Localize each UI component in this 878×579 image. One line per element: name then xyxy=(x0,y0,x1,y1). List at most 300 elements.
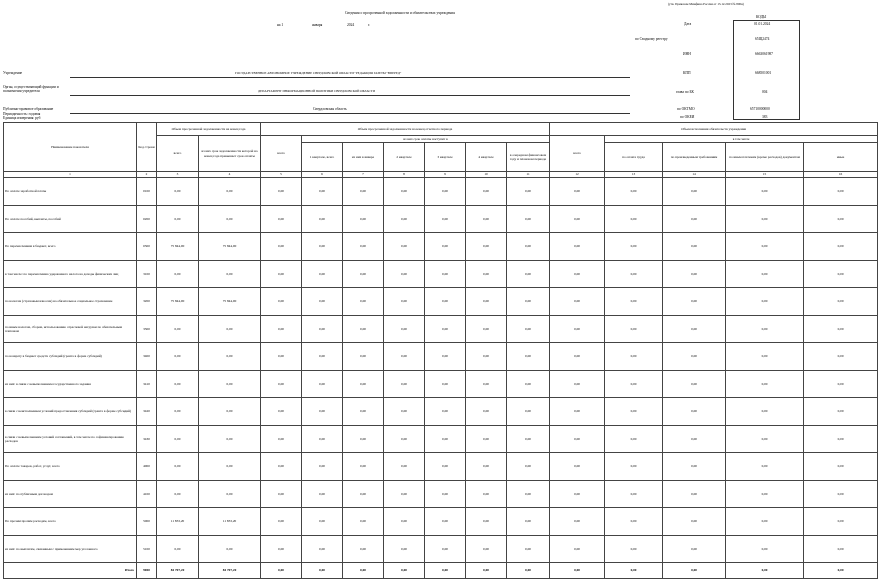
header-code: Код строки xyxy=(137,123,157,172)
row-value: 0,00 xyxy=(663,233,726,261)
header-budget-total: всего xyxy=(157,136,199,172)
code-value-bk: 004 xyxy=(762,90,768,94)
table-row xyxy=(4,453,878,481)
codes-header: КОДЫ xyxy=(756,15,767,19)
row-name: в том числе: по перечислению удержанного налога на доходы физических лиц xyxy=(4,260,137,288)
authority-name: ДЕПАРТАМЕНТ ИНФОРМАЦИОННОЙ ПОЛИТИКИ СВЕРДЛОВСКОЙ ОБЛАСТИ xyxy=(258,89,375,93)
row-value: 0,00 xyxy=(302,233,343,261)
row-value: 0,00 xyxy=(550,453,605,481)
institution-underline xyxy=(70,77,630,78)
row-value: 0,00 xyxy=(384,563,425,579)
row-value: 0,00 xyxy=(343,343,384,371)
row-value: 0,00 xyxy=(425,425,466,453)
unit-label: Единица измерения: руб xyxy=(3,116,41,120)
row-value: 0,00 xyxy=(726,260,804,288)
row-value: 0,00 xyxy=(199,480,261,508)
row-value: 0,00 xyxy=(157,370,199,398)
row-value: 0,00 xyxy=(726,535,804,563)
row-value: 0,00 xyxy=(804,178,878,206)
row-value: 0,00 xyxy=(605,233,663,261)
row-value: 0,00 xyxy=(466,370,507,398)
row-value: 0,00 xyxy=(261,508,302,536)
row-value: 0,00 xyxy=(804,398,878,426)
row-value: 0,00 xyxy=(302,178,343,206)
row-value: 0,00 xyxy=(343,315,384,343)
row-code: 3430 xyxy=(137,425,157,453)
row-value: 0,00 xyxy=(466,205,507,233)
row-value: 0,00 xyxy=(157,453,199,481)
row-code: 5100 xyxy=(137,535,157,563)
row-value: 0,00 xyxy=(425,343,466,371)
row-value: 0,00 xyxy=(343,425,384,453)
row-value: 0,00 xyxy=(550,425,605,453)
row-value: 0,00 xyxy=(605,315,663,343)
code-value-oktmo: 65710000000 xyxy=(750,107,770,111)
row-value: 0,00 xyxy=(726,370,804,398)
row-value: 0,00 xyxy=(261,480,302,508)
debt-table xyxy=(3,122,878,579)
row-value: 0,00 xyxy=(466,480,507,508)
row-value: 0,00 xyxy=(384,508,425,536)
code-value-okei: 383 xyxy=(762,115,768,119)
row-value: 0,00 xyxy=(302,425,343,453)
row-value: 0,00 xyxy=(199,315,261,343)
row-name: из них: по выплатам, связанным с применением мер уголовного xyxy=(4,535,137,563)
header-budget-including: из них срок задолженности которой на конец года превышает срок оплаты xyxy=(199,136,261,172)
row-name: По прочим прочим расходам, всего xyxy=(4,508,137,536)
row-value: 0,00 xyxy=(663,370,726,398)
row-value: 0,00 xyxy=(466,315,507,343)
row-value: 0,00 xyxy=(726,425,804,453)
row-value: 0,00 xyxy=(302,288,343,316)
date-month: января xyxy=(312,23,323,27)
row-value: 0,00 xyxy=(605,453,663,481)
row-value: 0,00 xyxy=(261,205,302,233)
code-label-inn: ИНН xyxy=(683,52,691,56)
row-value: 0,00 xyxy=(343,508,384,536)
row-value: 84 707,20 xyxy=(157,563,199,579)
column-number: 10 xyxy=(466,172,507,178)
row-value: 0,00 xyxy=(550,260,605,288)
row-value: 0,00 xyxy=(466,398,507,426)
row-value: 0,00 xyxy=(507,563,550,579)
row-value: 0,00 xyxy=(199,425,261,453)
column-number: 5 xyxy=(261,172,302,178)
territory-underline xyxy=(70,113,630,114)
column-number: 7 xyxy=(343,172,384,178)
row-value: 0,00 xyxy=(804,370,878,398)
row-value: 0,00 xyxy=(343,205,384,233)
row-value: 0,00 xyxy=(507,535,550,563)
row-value: 0,00 xyxy=(261,288,302,316)
row-name: По оплате товаров, работ, услуг, всего xyxy=(4,453,137,481)
row-value: 0,00 xyxy=(507,343,550,371)
row-value: 84 707,20 xyxy=(199,563,261,579)
row-code: 3420 xyxy=(137,398,157,426)
row-value: 0,00 xyxy=(199,535,261,563)
row-value: 0,00 xyxy=(466,453,507,481)
row-value: 0,00 xyxy=(302,508,343,536)
authority-label-1: Орган, осуществляющий функции и xyxy=(3,85,59,89)
row-value: 0,00 xyxy=(425,233,466,261)
row-value: 0,00 xyxy=(507,315,550,343)
row-code: 3410 xyxy=(137,370,157,398)
header-obligations-group: Объем исполнения обязательств учреждения xyxy=(550,123,878,136)
code-label-kpp: КПП xyxy=(683,71,691,75)
row-value: 0,00 xyxy=(425,178,466,206)
row-value: 0,00 xyxy=(425,315,466,343)
row-value: 0,00 xyxy=(804,480,878,508)
row-value: 0,00 xyxy=(550,205,605,233)
periodicity-label: Периодичность: годовая xyxy=(3,112,41,116)
date-year: 2024 xyxy=(347,23,355,27)
row-value: 0,00 xyxy=(804,425,878,453)
row-value: 0,00 xyxy=(507,398,550,426)
row-value: 0,00 xyxy=(343,260,384,288)
row-value: 0,00 xyxy=(605,425,663,453)
column-number: 3 xyxy=(157,172,199,178)
header-overdue-group: Объем просроченной задолженности на конец отчетного периода xyxy=(261,123,550,136)
row-value: 0,00 xyxy=(507,453,550,481)
row-value: 0,00 xyxy=(507,233,550,261)
row-value: 0,00 xyxy=(261,535,302,563)
row-name: Итого xyxy=(4,563,137,579)
header-period: 3 квартале xyxy=(425,143,466,172)
table-row xyxy=(4,370,878,398)
header-period: из них в январе xyxy=(343,143,384,172)
row-value: 0,00 xyxy=(425,260,466,288)
code-value-kpp: 668501001 xyxy=(755,71,772,75)
table-row xyxy=(4,205,878,233)
row-code: 3400 xyxy=(137,343,157,371)
row-value: 0,00 xyxy=(507,178,550,206)
row-value: 0,00 xyxy=(425,205,466,233)
row-value: 0,00 xyxy=(384,205,425,233)
table-row xyxy=(4,425,878,453)
row-value: 0,00 xyxy=(425,398,466,426)
row-code: 0200 xyxy=(137,205,157,233)
row-value: 0,00 xyxy=(605,260,663,288)
row-value: 0,00 xyxy=(343,233,384,261)
table-row xyxy=(4,233,878,261)
row-value: 75 844,00 xyxy=(199,288,261,316)
code-value-inn: 6663061987 xyxy=(755,52,773,56)
row-name: в связи с невыполнением условий соглашений, в том числе по софинансированию расходов xyxy=(4,425,137,453)
code-label-okei: по ОКЕИ xyxy=(680,115,695,119)
row-code: 4100 xyxy=(137,480,157,508)
row-name: По оплате заработной платы xyxy=(4,178,137,206)
header-obl-col: по иным платежам (кроме расходов) документам xyxy=(726,143,804,172)
header-obl-col: иные xyxy=(804,143,878,172)
header-period: в очередном финансовом году и плановом периоде xyxy=(507,143,550,172)
row-value: 0,00 xyxy=(261,233,302,261)
header-budget-group: Объем просроченной задолженности на конец года xyxy=(157,123,261,136)
row-value: 0,00 xyxy=(605,205,663,233)
row-name: По перечислениям в бюджет, всего xyxy=(4,233,137,261)
row-code: 0300 xyxy=(137,233,157,261)
table-row xyxy=(4,343,878,371)
row-value: 0,00 xyxy=(384,343,425,371)
row-value: 0,00 xyxy=(302,480,343,508)
row-value: 0,00 xyxy=(663,508,726,536)
header-period: 4 квартале xyxy=(466,143,507,172)
row-value: 0,00 xyxy=(157,315,199,343)
row-value: 0,00 xyxy=(550,315,605,343)
row-value: 0,00 xyxy=(507,370,550,398)
row-value: 0,00 xyxy=(466,288,507,316)
row-value: 0,00 xyxy=(261,453,302,481)
row-value: 0,00 xyxy=(466,563,507,579)
row-code: 0100 xyxy=(137,178,157,206)
header-period: 2 квартале xyxy=(384,143,425,172)
row-value: 0,00 xyxy=(302,343,343,371)
row-code: 3300 xyxy=(137,315,157,343)
row-value: 75 844,00 xyxy=(157,288,199,316)
row-value: 0,00 xyxy=(726,315,804,343)
row-value: 0,00 xyxy=(605,508,663,536)
row-value: 0,00 xyxy=(384,370,425,398)
row-value: 0,00 xyxy=(466,508,507,536)
header-obl-col: по оплате труда xyxy=(605,143,663,172)
row-name: по возврату в бюджет средств субсидий (гранта в форме субсидий) xyxy=(4,343,137,371)
row-value: 0,00 xyxy=(261,563,302,579)
row-value: 0,00 xyxy=(384,425,425,453)
row-code: 9000 xyxy=(137,563,157,579)
row-value: 0,00 xyxy=(605,480,663,508)
row-value: 0,00 xyxy=(663,260,726,288)
row-value: 0,00 xyxy=(726,453,804,481)
row-value: 0,00 xyxy=(261,315,302,343)
row-value: 0,00 xyxy=(157,260,199,288)
row-value: 0,00 xyxy=(384,233,425,261)
row-value: 0,00 xyxy=(302,205,343,233)
row-value: 0,00 xyxy=(343,178,384,206)
row-value: 0,00 xyxy=(384,480,425,508)
row-value: 0,00 xyxy=(726,178,804,206)
row-value: 0,00 xyxy=(550,370,605,398)
column-number: 1 xyxy=(4,172,137,178)
row-value: 0,00 xyxy=(302,453,343,481)
row-value: 0,00 xyxy=(384,260,425,288)
row-value: 0,00 xyxy=(804,205,878,233)
row-value: 0,00 xyxy=(466,178,507,206)
row-value: 0,00 xyxy=(507,425,550,453)
row-value: 0,00 xyxy=(343,288,384,316)
row-code: 3100 xyxy=(137,260,157,288)
row-value: 0,00 xyxy=(507,205,550,233)
row-value: 0,00 xyxy=(425,563,466,579)
row-value: 0,00 xyxy=(466,233,507,261)
code-value-registry: 65Щ2474 xyxy=(755,37,770,41)
row-value: 0,00 xyxy=(343,453,384,481)
row-value: 0,00 xyxy=(804,315,878,343)
row-value: 0,00 xyxy=(425,508,466,536)
row-value: 0,00 xyxy=(726,205,804,233)
column-number: 16 xyxy=(804,172,878,178)
row-value: 0,00 xyxy=(663,178,726,206)
row-value: 0,00 xyxy=(663,425,726,453)
row-value: 0,00 xyxy=(384,453,425,481)
header-obl-total: всего xyxy=(550,136,605,172)
column-number: 12 xyxy=(550,172,605,178)
row-value: 0,00 xyxy=(199,453,261,481)
row-value: 0,00 xyxy=(261,425,302,453)
territory-name: Свердловская область xyxy=(313,107,347,111)
row-value: 0,00 xyxy=(663,535,726,563)
row-value: 0,00 xyxy=(550,480,605,508)
date-year-suffix: г. xyxy=(368,23,370,27)
row-value: 0,00 xyxy=(550,178,605,206)
row-value: 0,00 xyxy=(804,453,878,481)
row-value: 0,00 xyxy=(384,315,425,343)
row-value: 0,00 xyxy=(384,178,425,206)
row-value: 0,00 xyxy=(605,535,663,563)
row-code: 5000 xyxy=(137,508,157,536)
row-value: 0,00 xyxy=(302,535,343,563)
table-row xyxy=(4,315,878,343)
authority-underline xyxy=(70,95,630,96)
column-number: 14 xyxy=(663,172,726,178)
row-value: 0,00 xyxy=(261,343,302,371)
row-name: по налогам (страховым взносам) на обязательное социальное страхование xyxy=(4,288,137,316)
row-value: 0,00 xyxy=(663,288,726,316)
column-number: 15 xyxy=(726,172,804,178)
document-title: Сведения о просроченной задолженности и обязательствах учреждения xyxy=(345,11,455,15)
row-value: 11 833,20 xyxy=(157,508,199,536)
row-value: 0,00 xyxy=(261,260,302,288)
row-value: 0,00 xyxy=(605,178,663,206)
row-value: 0,00 xyxy=(343,535,384,563)
row-value: 0,00 xyxy=(157,343,199,371)
row-value: 0,00 xyxy=(157,480,199,508)
row-value: 0,00 xyxy=(199,343,261,371)
code-label-bk: глава по БК xyxy=(676,90,694,94)
row-value: 0,00 xyxy=(302,398,343,426)
column-number: 8 xyxy=(384,172,425,178)
row-name: в связи с неисполнением условий предоставления субсидий (гранта в форме субсидий) xyxy=(4,398,137,426)
row-value: 0,00 xyxy=(157,535,199,563)
code-label-registry: по Сводному реестру xyxy=(635,37,668,41)
table-row xyxy=(4,178,878,206)
table-row xyxy=(4,535,878,563)
row-value: 0,00 xyxy=(343,370,384,398)
territory-label: Публично-правовое образование xyxy=(3,107,54,111)
row-value: 0,00 xyxy=(157,178,199,206)
row-value: 0,00 xyxy=(261,398,302,426)
row-value: 0,00 xyxy=(261,370,302,398)
row-value: 0,00 xyxy=(384,288,425,316)
row-value: 0,00 xyxy=(302,315,343,343)
row-name: По оплате пособий, выплаты, пособий xyxy=(4,205,137,233)
row-value: 0,00 xyxy=(425,370,466,398)
row-value: 0,00 xyxy=(663,315,726,343)
total-row xyxy=(4,563,878,579)
row-value: 0,00 xyxy=(199,205,261,233)
authority-label-2: полномочия учредителя xyxy=(3,89,40,93)
row-value: 0,00 xyxy=(605,288,663,316)
row-value: 0,00 xyxy=(157,205,199,233)
row-value: 11 833,20 xyxy=(199,508,261,536)
table-row xyxy=(4,480,878,508)
row-value: 0,00 xyxy=(384,535,425,563)
row-value: 0,00 xyxy=(663,205,726,233)
row-value: 0,00 xyxy=(199,398,261,426)
row-name: из них: по публичным договорам xyxy=(4,480,137,508)
row-value: 0,00 xyxy=(199,370,261,398)
row-name: из них: в связи с невыполнением государственного задания xyxy=(4,370,137,398)
row-value: 0,00 xyxy=(507,288,550,316)
row-value: 0,00 xyxy=(261,178,302,206)
row-value: 0,00 xyxy=(663,343,726,371)
row-value: 0,00 xyxy=(663,453,726,481)
row-value: 0,00 xyxy=(550,563,605,579)
code-value-date: 01.01.2024 xyxy=(754,22,771,26)
row-value: 0,00 xyxy=(804,233,878,261)
row-value: 0,00 xyxy=(507,260,550,288)
row-code: 4000 xyxy=(137,453,157,481)
row-value: 0,00 xyxy=(425,288,466,316)
row-value: 0,00 xyxy=(199,260,261,288)
row-value: 0,00 xyxy=(605,343,663,371)
row-value: 0,00 xyxy=(343,480,384,508)
row-value: 0,00 xyxy=(726,343,804,371)
row-value: 0,00 xyxy=(384,398,425,426)
row-code: 3200 xyxy=(137,288,157,316)
table-row xyxy=(4,398,878,426)
row-value: 0,00 xyxy=(804,288,878,316)
column-number: 2 xyxy=(137,172,157,178)
row-value: 0,00 xyxy=(550,508,605,536)
row-value: 0,00 xyxy=(507,508,550,536)
header-overdue-total: всего xyxy=(261,136,302,172)
row-value: 0,00 xyxy=(466,343,507,371)
row-value: 0,00 xyxy=(605,370,663,398)
row-value: 0,00 xyxy=(726,398,804,426)
row-value: 0,00 xyxy=(302,370,343,398)
table-row xyxy=(4,260,878,288)
column-number: 13 xyxy=(605,172,663,178)
column-number: 11 xyxy=(507,172,550,178)
row-value: 0,00 xyxy=(425,453,466,481)
row-value: 0,00 xyxy=(507,480,550,508)
institution-label: Учреждение xyxy=(3,71,23,75)
row-value: 0,00 xyxy=(343,563,384,579)
header-obl-col: по произведенным требованиям xyxy=(663,143,726,172)
row-value: 0,00 xyxy=(157,398,199,426)
row-value: 0,00 xyxy=(726,233,804,261)
date-prefix: на 1 xyxy=(277,23,284,27)
row-value: 0,00 xyxy=(302,260,343,288)
row-value: 0,00 xyxy=(343,398,384,426)
header-obl-including: в том числе xyxy=(605,136,878,143)
row-value: 0,00 xyxy=(804,563,878,579)
row-value: 0,00 xyxy=(804,343,878,371)
row-value: 0,00 xyxy=(804,535,878,563)
row-value: 0,00 xyxy=(726,288,804,316)
row-value: 0,00 xyxy=(425,480,466,508)
row-value: 0,00 xyxy=(550,233,605,261)
codes-box xyxy=(733,20,800,120)
row-value: 0,00 xyxy=(605,398,663,426)
row-value: 0,00 xyxy=(804,508,878,536)
institution-name: ГОСУДАРСТВЕННОЕ АВТОНОМНОЕ УЧРЕЖДЕНИЕ СВЕРДЛОВСКОЙ ОБЛАСТИ "РЕДАКЦИЯ ГАЗЕТЫ "ВПЕРЕД" xyxy=(235,71,402,75)
column-number: 6 xyxy=(302,172,343,178)
code-label-date: Дата xyxy=(684,22,692,26)
row-value: 0,00 xyxy=(199,178,261,206)
table-row xyxy=(4,288,878,316)
row-value: 0,00 xyxy=(605,563,663,579)
header-overdue-sub: из них срок оплаты наступит в xyxy=(302,136,550,143)
